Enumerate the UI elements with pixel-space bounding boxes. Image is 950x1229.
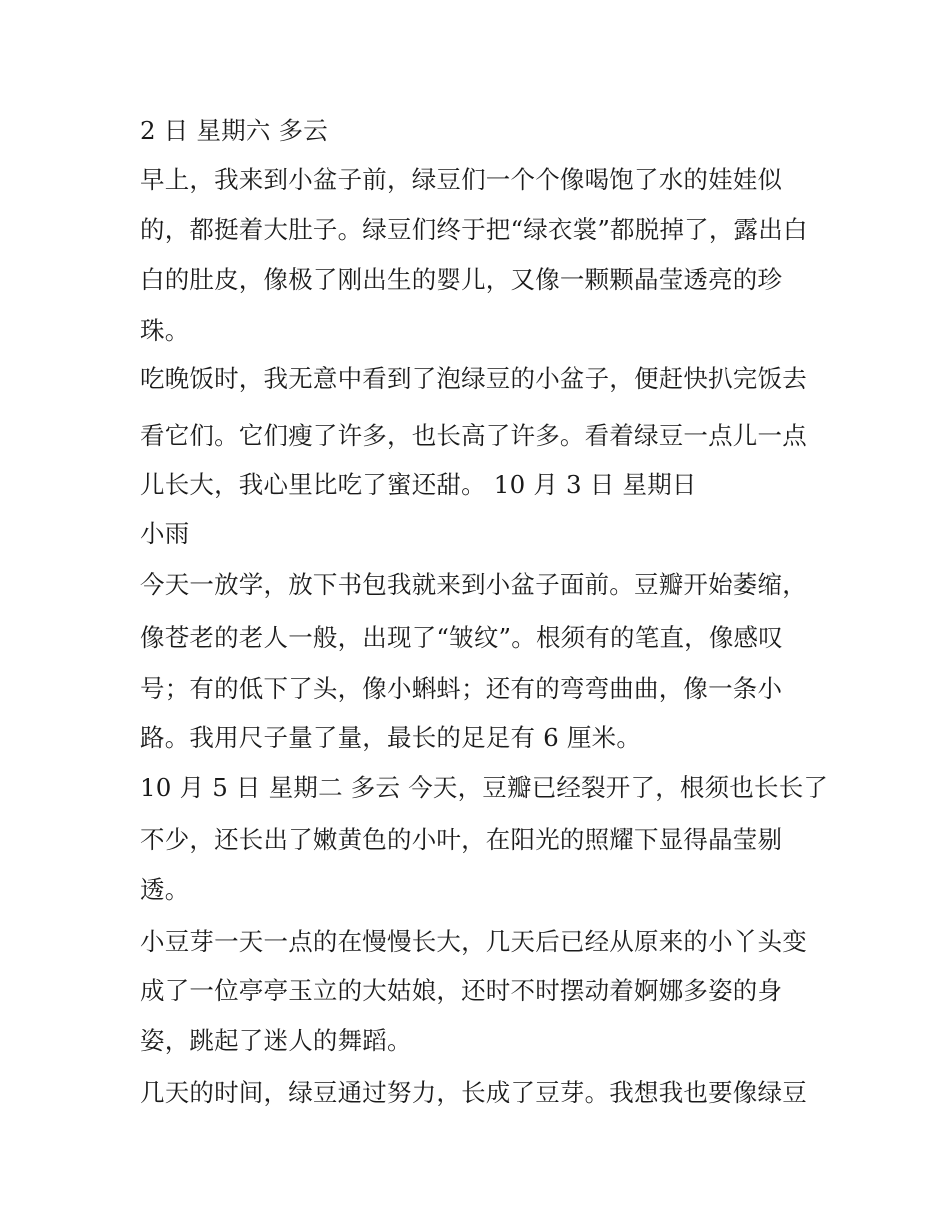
diary-date-heading: 2 日 星期六 多云 bbox=[140, 116, 328, 145]
text-line: 号；有的低下了头，像小蝌蚪；还有的弯弯曲曲，像一条小 bbox=[140, 674, 783, 703]
text-line: 成了一位亭亭玉立的大姑娘，还时不时摆动着婀娜多姿的身 bbox=[140, 976, 783, 1005]
text-line: 10 月 5 日 星期二 多云 今天，豆瓣已经裂开了，根须也长长了 bbox=[140, 773, 829, 802]
text-line: 儿长大，我心里比吃了蜜还甜。 10 月 3 日 星期日 bbox=[140, 470, 697, 499]
text-line: 几天的时间，绿豆通过努力，长成了豆芽。我想我也要像绿豆 bbox=[140, 1078, 807, 1107]
text-line: 路。我用尺子量了量，最长的足足有 6 厘米。 bbox=[140, 723, 642, 752]
text-line: 看它们。它们瘦了许多，也长高了许多。看着绿豆一点儿一点 bbox=[140, 421, 807, 450]
text-line: 小雨 bbox=[140, 519, 190, 548]
text-line: 像苍老的老人一般，出现了“皱纹”。根须有的笔直，像感叹 bbox=[140, 623, 783, 652]
text-line: 姿，跳起了迷人的舞蹈。 bbox=[140, 1026, 412, 1055]
text-line: 珠。 bbox=[140, 316, 190, 345]
text-line: 吃晚饭时，我无意中看到了泡绿豆的小盆子，便赶快扒完饭去 bbox=[140, 364, 807, 393]
text-line: 透。 bbox=[140, 875, 190, 904]
text-line: 今天一放学，放下书包我就来到小盆子面前。豆瓣开始萎缩， bbox=[140, 570, 807, 599]
text-line: 早上，我来到小盆子前，绿豆们一个个像喝饱了水的娃娃似 bbox=[140, 165, 783, 194]
text-line: 白的肚皮，像极了刚出生的婴儿，又像一颗颗晶莹透亮的珍 bbox=[140, 265, 783, 294]
text-line: 不少，还长出了嫩黄色的小叶，在阳光的照耀下显得晶莹剔 bbox=[140, 825, 783, 854]
text-line: 小豆芽一天一点的在慢慢长大，几天后已经从原来的小丫头变 bbox=[140, 927, 807, 956]
text-line: 的，都挺着大肚子。绿豆们终于把“绿衣裳”都脱掉了，露出白 bbox=[140, 215, 808, 244]
